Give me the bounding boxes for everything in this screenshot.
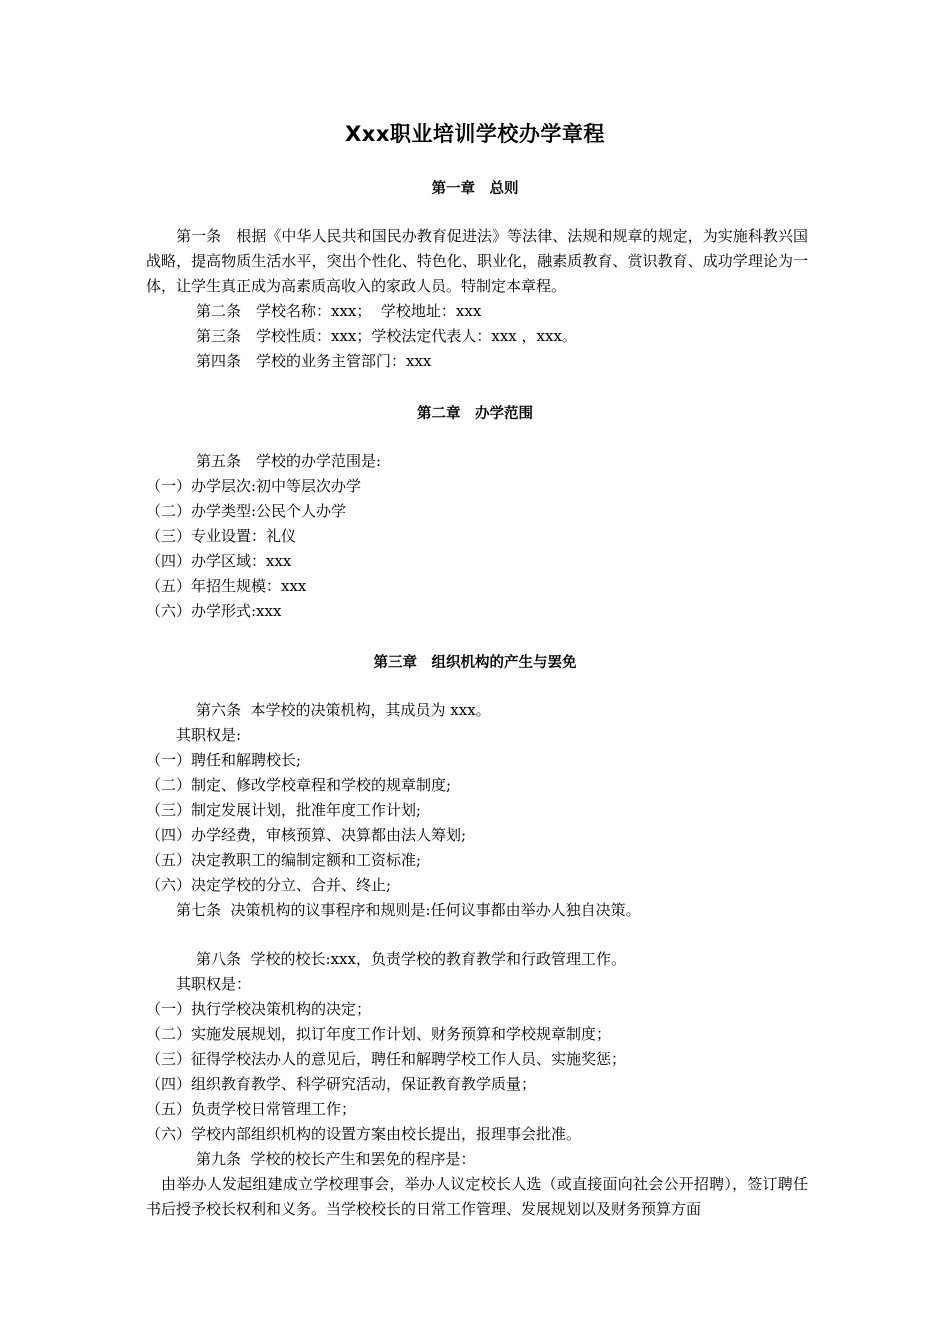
duty-item: （六）决定学校的分立、合并、终止;	[146, 876, 392, 894]
duty-item: （六）学校内部组织机构的设置方案由校长提出，报理事会批准。	[146, 1125, 582, 1143]
article-7: 第七条 决策机构的议事程序和规则是:任何议事都由举办人独自决策。	[176, 901, 641, 919]
chapter-3-heading: 第三章 组织机构的产生与罢免	[373, 655, 577, 671]
article-3: 第三条 学校性质：xxx；学校法定代表人：xxx ，xxx。	[196, 327, 577, 345]
document-title: Xxx职业培训学校办学章程	[345, 122, 605, 146]
article-5: 第五条 学校的办学范围是:	[196, 452, 382, 470]
scope-item: （二）办学类型:公民个人办学	[146, 502, 347, 520]
duty-item: （三）征得学校法办人的意见后，聘任和解聘学校工作人员、实施奖惩；	[146, 1050, 627, 1068]
duty-item: （二）制定、修改学校章程和学校的规章制度;	[146, 776, 452, 794]
duty-item: （五）决定教职工的编制定额和工资标准;	[146, 851, 422, 869]
duty-item: （三）制定发展计划，批准年度工作计划;	[146, 801, 422, 819]
scope-item: （五）年招生规模：xxx	[146, 577, 307, 595]
duty-item: （一）聘任和解聘校长;	[146, 751, 302, 769]
duty-item: （一）执行学校决策机构的决定；	[146, 1000, 372, 1018]
chapter-1-heading: 第一章 总则	[431, 181, 519, 197]
article-4: 第四条 学校的业务主管部门：xxx	[196, 352, 432, 370]
article-9-body: 由举办人发起组建成立学校理事会，举办人议定校长人选（或直接面向社会公开招聘），签订聘任书后授予校长权利和义务。当学校校长的日常工作管理、发展规划以及财务预算方面	[146, 1175, 808, 1218]
article-2: 第二条 学校名称：xxx； 学校地址：xxx	[196, 302, 482, 320]
scope-item: （三）专业设置：礼仪	[146, 527, 297, 545]
duty-item: （四）组织教育教学、科学研究活动，保证教育教学质量；	[146, 1075, 537, 1093]
scope-item: （四）办学区域：xxx	[146, 552, 292, 570]
article-8: 第八条 学校的校长:xxx，负责学校的教育教学和行政管理工作。	[196, 950, 626, 968]
chapter-2-heading: 第二章 办学范围	[417, 406, 533, 422]
scope-item: （六）办学形式:xxx	[146, 602, 282, 620]
scope-item: （一）办学层次:初中等层次办学	[146, 477, 362, 495]
duties-label: 其职权是:	[176, 726, 242, 744]
duty-item: （四）办学经费，审核预算、决算都由法人筹划;	[146, 826, 467, 844]
article-1: 第一条 根据《中华人民共和国民办教育促进法》等法律、法规和规章的规定，为实施科教兴国战略，提高物质生活水平，突出个性化、特色化、职业化，融素质教育、赏识教育、成功学理论为一体，让学生真正成为高素质高收入的家政人员。特制定本章程。	[146, 227, 808, 295]
article-6: 第六条 本学校的决策机构，其成员为 xxx。	[196, 701, 491, 719]
duties-label: 其职权是：	[176, 975, 252, 993]
duty-item: （五）负责学校日常管理工作；	[146, 1100, 357, 1118]
article-9: 第九条 学校的校长产生和罢免的程序是：	[196, 1150, 476, 1168]
duty-item: （二）实施发展规划，拟订年度工作计划、财务预算和学校规章制度；	[146, 1025, 612, 1043]
